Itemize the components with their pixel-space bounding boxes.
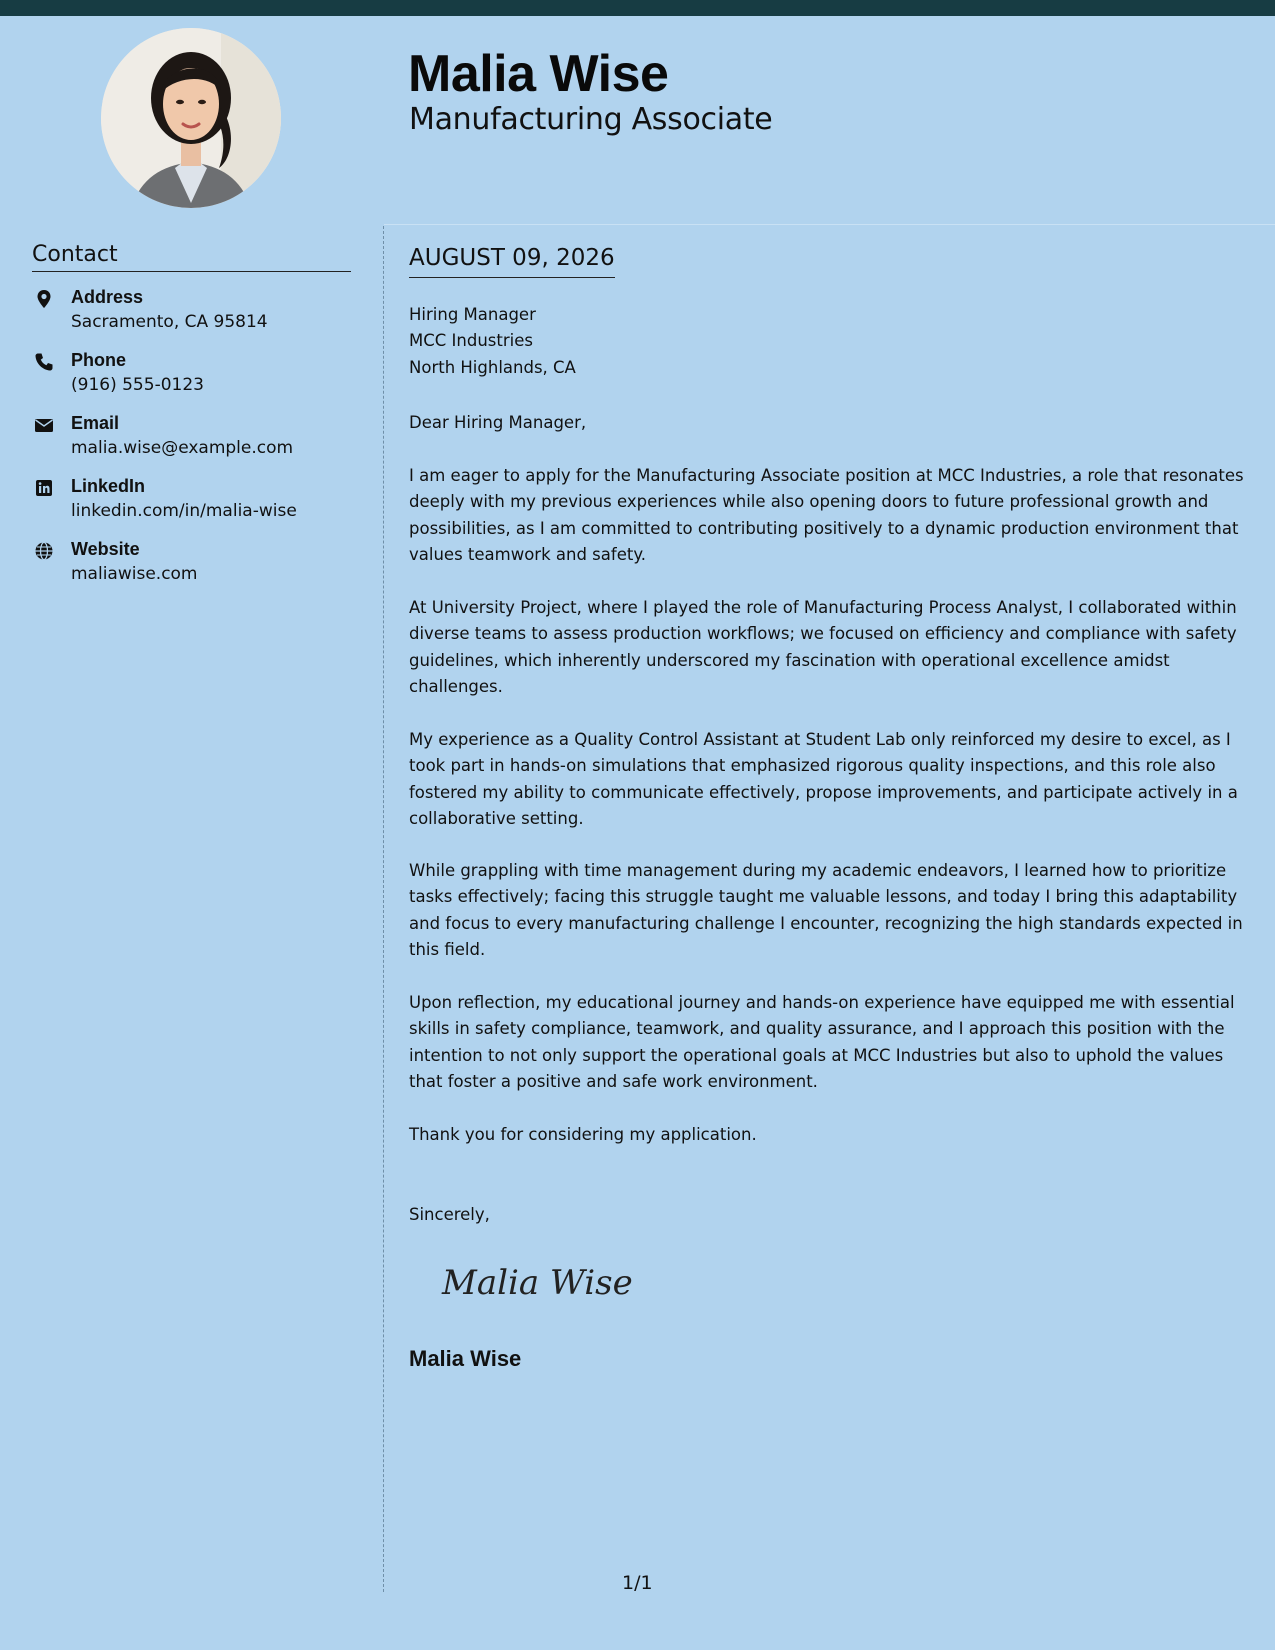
job-title: Manufacturing Associate [409,102,773,137]
signer-name: Malia Wise [409,1346,522,1371]
handwritten-signature [440,1256,660,1306]
letter-date: AUGUST 09, 2026 [409,245,615,278]
paragraph: At University Project, where I played the role of Manufacturing Process Analyst, I collaborated within diverse teams to assess production workflows; we focused on efficiency and compliance with safety guidelines, which inherently underscored my fascination with operational excellence amidst challenges. [409,598,1237,696]
contact-value: (916) 555-0123 [71,375,204,395]
recipient-block [409,302,1254,381]
contact-label: Phone [71,350,127,370]
contact-value: linkedin.com/in/malia-wise [71,501,297,521]
recipient-line: North Highlands, CA [409,357,576,377]
signature-script: Malia Wise [442,1263,633,1303]
page-number: 1/1 [622,1572,653,1594]
contact-value: malia.wise@example.com [71,438,294,458]
profile-photo [101,28,281,208]
paragraph: While grappling with time management during my academic endeavors, I learned how to prioritize tasks effectively; facing this struggle taught me valuable lessons, and today I bring this adaptability and focus to every manufacturing challenge I encounter, recognizing the high standards expected in this field. [409,861,1243,959]
map-pin-icon [34,289,54,309]
contact-heading: Contact [32,242,351,272]
salutation: Dear Hiring Manager, [409,413,587,432]
column-divider [383,226,384,1592]
recipient-line: Hiring Manager [409,305,536,324]
envelope-icon [34,415,54,435]
paragraph: I am eager to apply for the Manufacturing Associate position at MCC Industries, a role that resonates deeply with my previous experiences while also opening doors to future professional growth and possibilities, as I am committed to contributing positively to a dynamic production environment that values teamwork and safety. [409,466,1244,564]
contact-label: Website [71,539,140,559]
portrait-image [101,28,281,208]
phone-icon [34,352,54,372]
globe-icon [34,541,54,561]
sign-off: Sincerely, [409,1205,490,1224]
recipient-line: MCC Industries [409,331,533,351]
contact-label: Email [71,413,120,433]
paragraph: Upon reflection, my educational journey and hands-on experience have equipped me with essential skills in safety compliance, teamwork, and quality assurance, and I approach this position with the intention to not only support the operational goals at MCC Industries but also to uphold the values that foster a positive and safe work environment. [409,993,1235,1091]
contact-value: Sacramento, CA 95814 [71,312,268,332]
top-accent-bar [0,0,1275,16]
contact-label: Address [71,287,144,307]
header-divider [384,224,1275,225]
paragraph: My experience as a Quality Control Assistant at Student Lab only reinforced my desire to excel, as I took part in hands-on simulations that emphasized rigorous quality inspections, and this role also fostered my ability to communicate effectively, propose improvements, and participate actively in a collaborative setting. [409,730,1238,828]
contact-value: maliawise.com [71,564,198,584]
linkedin-icon [34,478,54,498]
contact-label: LinkedIn [71,476,146,496]
candidate-name: Malia Wise [408,45,669,103]
closing-line: Thank you for considering my application. [409,1125,757,1144]
